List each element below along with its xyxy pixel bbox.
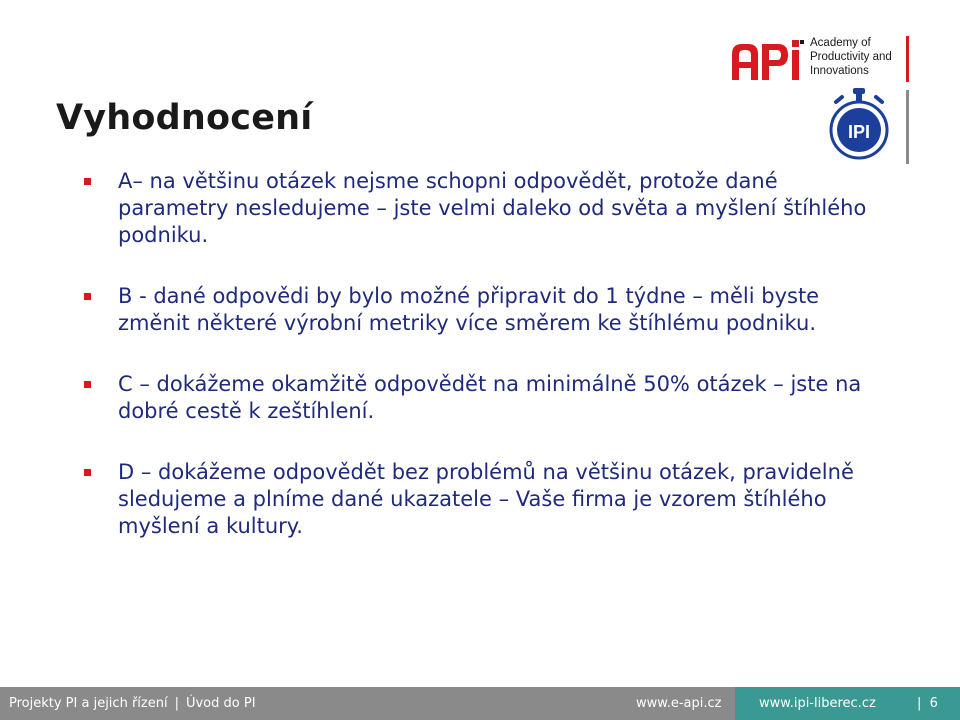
- bullet-marker-icon: [84, 178, 91, 185]
- bullet-marker-icon: [84, 381, 91, 388]
- bullet-item-c: [84, 371, 884, 425]
- bullet-item-d: [84, 459, 884, 540]
- logo-badge-text: IPI: [847, 122, 871, 142]
- logo-line-2: Productivity and: [810, 51, 892, 63]
- stopwatch-icon: [828, 86, 890, 166]
- logo: [730, 32, 960, 172]
- logo-divider: [906, 36, 909, 82]
- footer-section: Úvod do PI: [185, 696, 256, 711]
- slide-title: Vyhodnocení: [56, 98, 313, 138]
- footer-left: [9, 696, 256, 711]
- footer-link-e-api[interactable]: www.e-api.cz: [636, 696, 722, 711]
- footer-link-ipi-liberec[interactable]: www.ipi-liberec.cz: [759, 696, 876, 711]
- bullet-text: B - dané odpovědi by bylo možné připravit do 1 týdne – měli byste změnit některé výrobní metriky více směrem ke štíhlému podniku.: [118, 284, 820, 335]
- footer-page: [917, 696, 938, 711]
- footer-accent-block: [735, 687, 960, 720]
- footer-course: Projekty PI a jejich řízení: [9, 696, 168, 711]
- footer: [0, 687, 960, 720]
- bullet-text: C – dokážeme okamžitě odpovědět na minimálně 50% otázek – jste na dobré cestě k zeštíhlení.: [118, 372, 862, 423]
- bullet-marker-icon: [84, 293, 91, 300]
- footer-separator: |: [174, 696, 179, 711]
- page-number: 6: [929, 696, 938, 711]
- api-logo-mark: [730, 36, 806, 82]
- bullet-item-a: [84, 168, 884, 249]
- bullet-text: D – dokážeme odpovědět bez problémů na většinu otázek, pravidelně sledujeme a plníme dané ukazatele – Vaše firma je vzorem štíhlého myšlení a kultury.: [118, 460, 854, 538]
- bullet-text: A– na většinu otázek nejsme schopni odpovědět, protože dané parametry nesledujeme – jste velmi daleko od světa a myšlení štíhlého podniku.: [118, 169, 867, 247]
- logo-divider-2: [906, 90, 909, 164]
- logo-line-3: Innovations: [810, 65, 869, 77]
- bullet-list: [84, 168, 884, 540]
- logo-text: [810, 36, 892, 78]
- logo-line-1: Academy of: [810, 37, 871, 49]
- footer-page-separator: |: [917, 696, 922, 711]
- bullet-marker-icon: [84, 469, 91, 476]
- bullet-item-b: [84, 283, 884, 337]
